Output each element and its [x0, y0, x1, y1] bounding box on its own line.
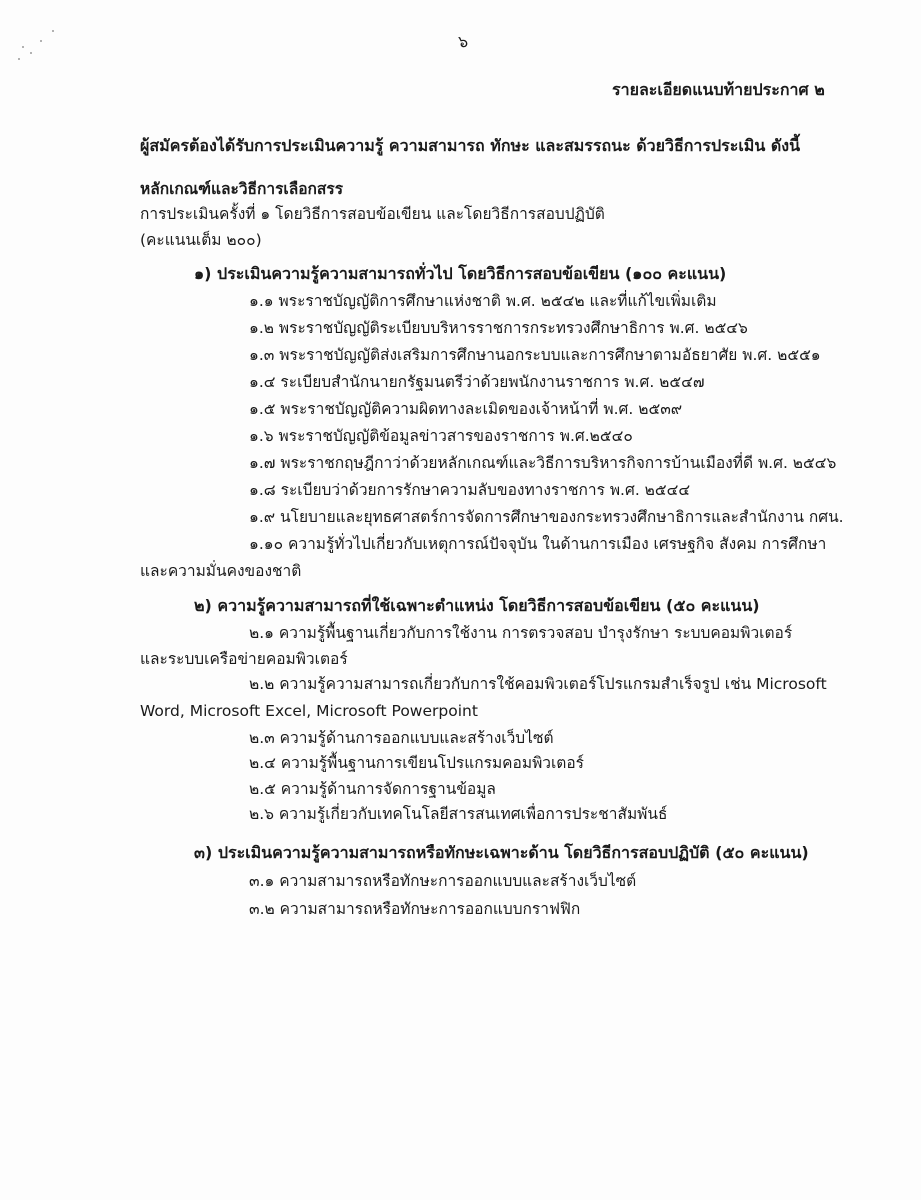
list-item: ๒.๖ ความรู้เกี่ยวกับเทคโนโลยีสารสนเทศเพื่อการประชาสัมพันธ์ — [249, 805, 668, 823]
list-item: ๒.๓ ความรู้ด้านการออกแบบและสร้างเว็บไซต์ — [249, 729, 554, 747]
list-item: ๑.๕ พระราชบัญญัติความผิดทางละเมิดของเจ้าหน้าที่ พ.ศ. ๒๕๓๙ — [249, 400, 683, 418]
list-item: ๒.๒ ความรู้ความสามารถเกี่ยวกับการใช้คอมพิวเตอร์โปรแกรมสำเร็จรูป เช่น Microsoft — [249, 675, 827, 693]
scan-speck — [22, 46, 24, 48]
list-item: ๒.๕ ความรู้ด้านการจัดการฐานข้อมูล — [249, 780, 496, 798]
list-item: ๑.๑๐ ความรู้ทั่วไปเกี่ยวกับเหตุการณ์ปัจจุบัน ในด้านการเมือง เศรษฐกิจ สังคม การศึกษา — [249, 535, 827, 553]
list-item: ๑.๔ ระเบียบสำนักนายกรัฐมนตรีว่าด้วยพนักงานราชการ พ.ศ. ๒๕๔๗ — [249, 373, 705, 391]
list-item: ๑.๖ พระราชบัญญัติข้อมูลข่าวสารของราชการ พ.ศ.๒๕๔๐ — [249, 427, 633, 445]
list-item: ๑.๒ พระราชบัญญัติระเบียบบริหารราชการกระทรวงศึกษาธิการ พ.ศ. ๒๕๔๖ — [249, 319, 748, 337]
list-item: ๑.๓ พระราชบัญญัติส่งเสริมการศึกษานอกระบบและการศึกษาตามอัธยาศัย พ.ศ. ๒๕๕๑ — [249, 346, 821, 364]
section-title: ๑) ประเมินความรู้ความสามารถทั่วไป โดยวิธีการสอบข้อเขียน (๑๐๐ คะแนน) — [194, 264, 727, 283]
criteria-total-score: (คะแนนเต็ม ๒๐๐) — [140, 231, 262, 249]
list-item: ๑.๗ พระราชกฤษฎีกาว่าด้วยหลักเกณฑ์และวิธีการบริหารกิจการบ้านเมืองที่ดี พ.ศ. ๒๕๔๖ — [249, 454, 837, 472]
list-item-continuation: Word, Microsoft Excel, Microsoft Powerpoint — [140, 702, 478, 720]
annex-label: รายละเอียดแนบท้ายประกาศ ๒ — [612, 80, 825, 99]
list-item-continuation: และระบบเครือข่ายคอมพิวเตอร์ — [140, 650, 348, 668]
list-item: ๓.๒ ความสามารถหรือทักษะการออกแบบกราฟฟิก — [249, 900, 581, 918]
list-item: ๑.๘ ระเบียบว่าด้วยการรักษาความลับของทางราชการ พ.ศ. ๒๕๔๔ — [249, 481, 691, 499]
section-title: ๒) ความรู้ความสามารถที่ใช้เฉพาะตำแหน่ง โดยวิธีการสอบข้อเขียน (๕๐ คะแนน) — [194, 596, 760, 615]
list-item: ๒.๑ ความรู้พื้นฐานเกี่ยวกับการใช้งาน การตรวจสอบ บำรุงรักษา ระบบคอมพิวเตอร์ — [249, 624, 793, 642]
criteria-line: การประเมินครั้งที่ ๑ โดยวิธีการสอบข้อเขียน และโดยวิธีการสอบปฏิบัติ — [140, 205, 605, 223]
list-item: ๑.๑ พระราชบัญญัติการศึกษาแห่งชาติ พ.ศ. ๒๕๔๒ และที่แก้ไขเพิ่มเติม — [249, 292, 717, 310]
section-title: ๓) ประเมินความรู้ความสามารถหรือทักษะเฉพาะด้าน โดยวิธีการสอบปฏิบัติ (๕๐ คะแนน) — [194, 843, 809, 862]
criteria-title: หลักเกณฑ์และวิธีการเลือกสรร — [140, 180, 344, 198]
list-item-continuation: และความมั่นคงของชาติ — [140, 562, 302, 580]
scan-speck — [52, 30, 54, 32]
scan-speck — [40, 40, 42, 42]
list-item: ๓.๑ ความสามารถหรือทักษะการออกแบบและสร้างเว็บไซต์ — [249, 872, 637, 890]
list-item: ๑.๙ นโยบายและยุทธศาสตร์การจัดการศึกษาของกระทรวงศึกษาธิการและสำนักงาน กศน. — [249, 508, 844, 526]
scan-speck — [18, 58, 20, 60]
document-heading: ผู้สมัครต้องได้รับการประเมินความรู้ ความสามารถ ทักษะ และสมรรถนะ ด้วยวิธีการประเมิน ดังนี้ — [140, 136, 800, 155]
page-number: ๖ — [458, 32, 469, 51]
scan-speck — [30, 52, 32, 54]
list-item: ๒.๔ ความรู้พื้นฐานการเขียนโปรแกรมคอมพิวเตอร์ — [249, 754, 584, 772]
